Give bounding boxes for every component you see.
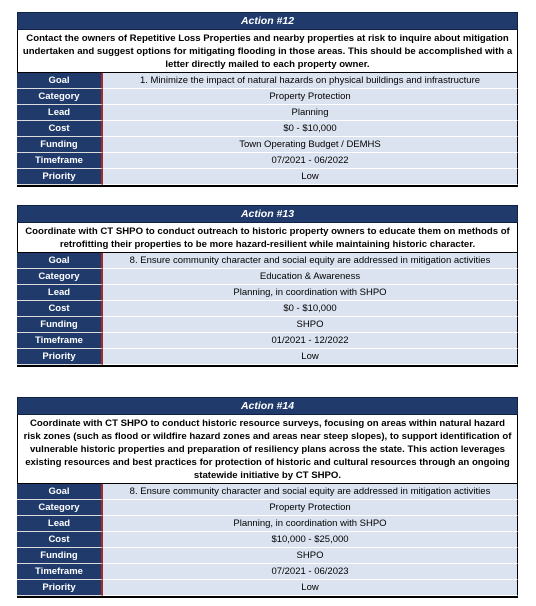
row-value: Low bbox=[103, 169, 518, 185]
row-label: Lead bbox=[17, 105, 103, 121]
row-value: Property Protection bbox=[103, 89, 518, 105]
row-value: 8. Ensure community character and social equity are addressed in mitigation activities bbox=[103, 253, 518, 269]
row-label: Timeframe bbox=[17, 333, 103, 349]
table-row-goal bbox=[17, 73, 518, 89]
row-label: Cost bbox=[17, 532, 103, 548]
row-label: Priority bbox=[17, 349, 103, 365]
action-description: Coordinate with CT SHPO to conduct historic resource surveys, focusing on areas within natural hazard risk zones (such as flood or wildfire hazard zones and areas near steep slopes), to support identification of vulnerable historic properties and preparation of resiliency plans across the state. This action leverages existing resources and best practices for protection of historic and cultural resources through an ongoing statewide initiative by CT SHPO. bbox=[17, 415, 518, 483]
table-row-cost bbox=[17, 301, 518, 317]
row-label: Timeframe bbox=[17, 153, 103, 169]
row-value: Low bbox=[103, 580, 518, 596]
action-title: Action #13 bbox=[17, 205, 518, 223]
row-value: SHPO bbox=[103, 317, 518, 333]
action-block-13 bbox=[17, 205, 518, 367]
row-value: SHPO bbox=[103, 548, 518, 564]
row-label: Goal bbox=[17, 484, 103, 500]
table-row-priority bbox=[17, 580, 518, 596]
table-row-timeframe bbox=[17, 333, 518, 349]
table-row-funding bbox=[17, 317, 518, 333]
table-row-funding bbox=[17, 137, 518, 153]
row-value: Property Protection bbox=[103, 500, 518, 516]
action-title: Action #14 bbox=[17, 397, 518, 415]
table-row-lead bbox=[17, 105, 518, 121]
table-row-cost bbox=[17, 121, 518, 137]
table-row-category bbox=[17, 500, 518, 516]
table-row-timeframe bbox=[17, 153, 518, 169]
action-block-14 bbox=[17, 397, 518, 598]
row-label: Funding bbox=[17, 548, 103, 564]
row-value: Education & Awareness bbox=[103, 269, 518, 285]
row-value: $10,000 - $25,000 bbox=[103, 532, 518, 548]
action-table bbox=[17, 252, 518, 367]
row-label: Funding bbox=[17, 137, 103, 153]
row-label: Lead bbox=[17, 285, 103, 301]
table-row-category bbox=[17, 269, 518, 285]
table-row-goal bbox=[17, 484, 518, 500]
table-row-goal bbox=[17, 253, 518, 269]
row-label: Priority bbox=[17, 580, 103, 596]
row-value: $0 - $10,000 bbox=[103, 301, 518, 317]
action-description: Coordinate with CT SHPO to conduct outreach to historic property owners to educate them on methods of retrofitting their properties to be more hazard-resilient while maintaining historic character. bbox=[17, 223, 518, 252]
row-value: 07/2021 - 06/2023 bbox=[103, 564, 518, 580]
row-value: 8. Ensure community character and social equity are addressed in mitigation activities bbox=[103, 484, 518, 500]
action-block-12 bbox=[17, 12, 518, 187]
row-value: Planning bbox=[103, 105, 518, 121]
table-row-category bbox=[17, 89, 518, 105]
row-value: Town Operating Budget / DEMHS bbox=[103, 137, 518, 153]
table-row-timeframe bbox=[17, 564, 518, 580]
row-value: 1. Minimize the impact of natural hazards on physical buildings and infrastructure bbox=[103, 73, 518, 89]
row-value: 07/2021 - 06/2022 bbox=[103, 153, 518, 169]
action-table bbox=[17, 72, 518, 187]
table-row-lead bbox=[17, 285, 518, 301]
row-value: $0 - $10,000 bbox=[103, 121, 518, 137]
table-row-funding bbox=[17, 548, 518, 564]
row-label: Cost bbox=[17, 121, 103, 137]
row-label: Funding bbox=[17, 317, 103, 333]
table-row-priority bbox=[17, 349, 518, 365]
row-label: Category bbox=[17, 89, 103, 105]
row-value: Planning, in coordination with SHPO bbox=[103, 516, 518, 532]
row-label: Goal bbox=[17, 253, 103, 269]
row-value: 01/2021 - 12/2022 bbox=[103, 333, 518, 349]
row-label: Category bbox=[17, 500, 103, 516]
table-row-cost bbox=[17, 532, 518, 548]
row-label: Goal bbox=[17, 73, 103, 89]
row-value: Low bbox=[103, 349, 518, 365]
row-label: Timeframe bbox=[17, 564, 103, 580]
row-label: Priority bbox=[17, 169, 103, 185]
table-row-lead bbox=[17, 516, 518, 532]
action-description: Contact the owners of Repetitive Loss Properties and nearby properties at risk to inquire about mitigation undertaken and suggest options for mitigating flooding in those areas. This should be accomplished with a letter directly mailed to each property owner. bbox=[17, 30, 518, 72]
action-title: Action #12 bbox=[17, 12, 518, 30]
row-label: Category bbox=[17, 269, 103, 285]
row-label: Lead bbox=[17, 516, 103, 532]
row-value: Planning, in coordination with SHPO bbox=[103, 285, 518, 301]
action-table bbox=[17, 483, 518, 598]
row-label: Cost bbox=[17, 301, 103, 317]
table-row-priority bbox=[17, 169, 518, 185]
